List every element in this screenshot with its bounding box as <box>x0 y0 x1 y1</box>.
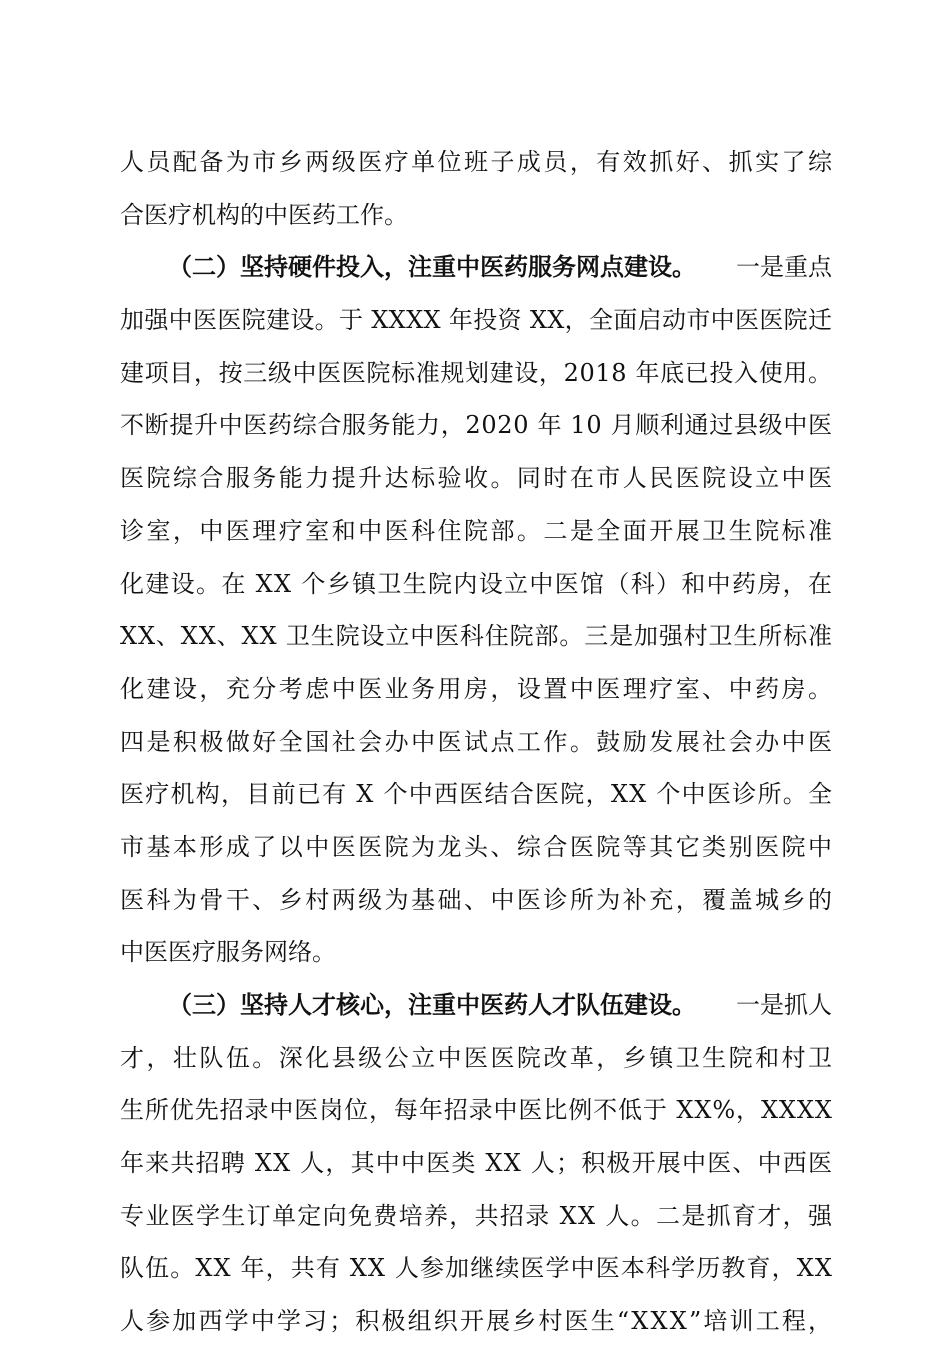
text-line <box>120 136 835 189</box>
text-line <box>120 452 835 505</box>
text-line <box>120 663 835 716</box>
section-heading-3: （三）坚持人才核心，注重中医药人才队伍建设。 <box>168 990 696 1019</box>
line-text: 医科为骨干、乡村两级为基础、中医诊所为补充，覆盖城乡的 <box>120 885 835 914</box>
line-text: 不断提升中医药综合服务能力，2020 年 10 月顺利通过县级中医 <box>120 411 833 440</box>
text-line <box>120 347 832 400</box>
line-text: 医疗机构，目前已有 X 个中西医结合医院，XX 个中医诊所。全 <box>120 780 834 809</box>
text-line <box>120 1242 832 1295</box>
line-text: 一是抓人 <box>736 991 832 1019</box>
section-heading-line <box>120 979 832 1032</box>
line-text: 人参加西学中学习；积极组织开展乡村医生“XXX”培训工程， <box>120 1307 835 1336</box>
text-line <box>120 294 832 347</box>
document-body <box>120 136 835 1348</box>
line-text: XX、XX、XX 卫生院设立中医科住院部。三是加强村卫生所标准 <box>120 622 833 651</box>
line-text: 才，壮队伍。深化县级公立中医医院改革，乡镇卫生院和村卫 <box>120 1043 835 1072</box>
text-line <box>120 1084 832 1137</box>
line-text: 化建设，充分考虑中医业务用房，设置中医理疗室、中药房。 <box>120 674 835 703</box>
text-line <box>120 1032 835 1085</box>
line-text: 人员配备为市乡两级医疗单位班子成员，有效抓好、抓实了综 <box>120 148 835 176</box>
line-text: 医院综合服务能力提升达标验收。同时在市人民医院设立中医 <box>120 464 835 493</box>
text-line <box>120 1137 832 1190</box>
text-line <box>120 558 832 611</box>
line-text: 专业医学生订单定向免费培养，共招录 XX 人。二是抓育才，强 <box>120 1201 834 1230</box>
text-line <box>120 768 832 821</box>
text-line <box>120 716 835 769</box>
text-line <box>120 610 832 663</box>
line-text: 建项目，按三级中医医院标准规划建设，2018 年底已投入使用。 <box>120 358 833 387</box>
line-text: 加强中医医院建设。于 XXXX 年投资 XX，全面启动市中医医院迁 <box>120 306 833 335</box>
text-line <box>120 1190 832 1243</box>
line-text: 化建设。在 XX 个乡镇卫生院内设立中医馆（科）和中药房，在 <box>120 569 834 598</box>
line-text: 四是积极做好全国社会办中医试点工作。鼓励发展社会办中医 <box>120 727 835 756</box>
line-text: 队伍。XX 年，共有 XX 人参加继续医学中医本科学历教育，XX <box>120 1254 834 1283</box>
text-line <box>120 189 832 242</box>
text-line <box>120 505 835 558</box>
line-text: 诊室，中医理疗室和中医科住院部。二是全面开展卫生院标准 <box>120 516 835 545</box>
text-line <box>120 821 835 874</box>
section-heading-line <box>120 241 832 294</box>
section-heading-2: （二）坚持硬件投入，注重中医药服务网点建设。 <box>168 252 696 282</box>
line-text: 中医医疗服务网络。 <box>120 938 336 967</box>
text-line <box>120 1295 835 1348</box>
line-text: 生所优先招录中医岗位，每年招录中医比例不低于 XX%，XXXX <box>120 1096 833 1125</box>
line-text: 一是重点 <box>736 253 832 282</box>
text-line <box>120 399 832 452</box>
text-line <box>120 926 832 979</box>
text-line <box>120 874 835 927</box>
line-text: 年来共招聘 XX 人，其中中医类 XX 人；积极开展中医、中西医 <box>120 1149 834 1178</box>
line-text: 合医疗机构的中医药工作。 <box>120 200 408 229</box>
line-text: 市基本形成了以中医医院为龙头、综合医院等其它类别医院中 <box>120 832 835 861</box>
